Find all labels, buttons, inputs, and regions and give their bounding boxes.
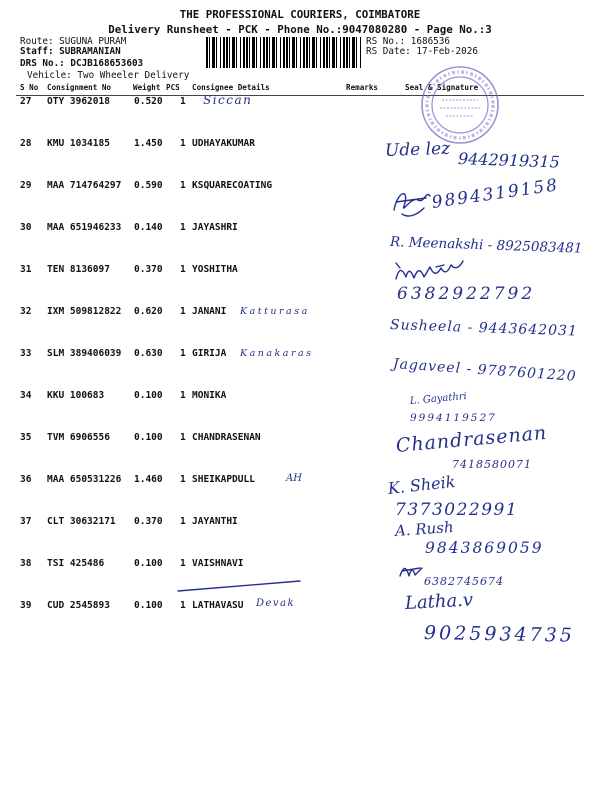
- consignee: KSQUARECOATING: [192, 180, 273, 191]
- sno: 37: [20, 516, 32, 527]
- signature-text: Ude lez: [384, 138, 451, 161]
- pcs: 1: [180, 348, 186, 359]
- barcode: [206, 37, 361, 68]
- pcs: 1: [180, 96, 186, 107]
- consignment-no: TSI 425486: [47, 558, 105, 569]
- signature-phone: 9994119527: [410, 412, 497, 424]
- signature-phone: 7373022991: [395, 500, 519, 520]
- weight: 0.100: [134, 558, 163, 569]
- weight: 0.370: [134, 264, 163, 275]
- consignment-no: SLM 389406039: [47, 348, 122, 359]
- sno: 28: [20, 138, 32, 149]
- consignment-no: KMU 1034185: [47, 138, 110, 149]
- consignee: JAYASHRI: [192, 222, 238, 233]
- handwritten-note: Kanakaras: [240, 348, 314, 359]
- column-header-remarks: Remarks: [346, 83, 379, 92]
- pcs: 1: [180, 432, 186, 443]
- signature-phone: 9442919315: [457, 149, 561, 172]
- pcs: 1: [180, 222, 186, 233]
- pcs: 1: [180, 558, 186, 569]
- sno: 29: [20, 180, 32, 191]
- column-header-signature: Seal & Signature: [405, 83, 479, 92]
- column-header-consignee: Consignee Details: [192, 83, 270, 92]
- signature-text: K. Sheik: [386, 471, 457, 498]
- company-name: THE PROFESSIONAL COURIERS, COIMBATORE: [179, 8, 421, 21]
- signature-text: R. Meenakshi - 8925083481: [389, 234, 583, 257]
- sno: 32: [20, 306, 32, 317]
- table-row: [0, 139, 600, 181]
- handwritten-note: AH: [286, 473, 302, 484]
- signature-text: Latha.v: [404, 589, 474, 614]
- pcs: 1: [180, 306, 186, 317]
- signature-phone: 9894319158: [430, 175, 561, 213]
- column-header-sno: S No: [20, 83, 39, 92]
- table-row: [0, 223, 600, 265]
- table-row: [0, 559, 600, 601]
- handwritten-note: Katturasa: [240, 306, 310, 317]
- consignment-no: MAA 714764297: [47, 180, 122, 191]
- table-row: [0, 589, 600, 647]
- consignment-no: TVM 6906556: [47, 432, 110, 443]
- consignee: JANANI: [192, 306, 227, 317]
- column-header-weight: Weight: [133, 83, 161, 92]
- runsheet-title: Delivery Runsheet - PCK - Phone No.:9047080280 - Page No.:3: [108, 23, 492, 36]
- sno: 39: [20, 600, 32, 611]
- consignment-no: CUD 2545893: [47, 600, 110, 611]
- weight: 0.590: [134, 180, 163, 191]
- weight: 0.620: [134, 306, 163, 317]
- weight: 0.140: [134, 222, 163, 233]
- signature-text: Chandrasenan: [394, 421, 549, 457]
- consignment-no: IXM 509812822: [47, 306, 122, 317]
- pcs: 1: [180, 138, 186, 149]
- table-row: [0, 307, 600, 349]
- weight: 0.520: [134, 96, 163, 107]
- column-header-consignment: Consignment No: [47, 83, 112, 92]
- signature-phone: 9025934735: [423, 622, 576, 647]
- signature-text: L. Gayathri: [409, 391, 468, 407]
- rs-number: RS No.: 1686536: [366, 36, 450, 47]
- consignment-no: MAA 651946233: [47, 222, 122, 233]
- weight: 0.100: [134, 600, 163, 611]
- drs-number: DRS No.: DCJB168653603: [20, 58, 144, 69]
- pcs: 1: [180, 516, 186, 527]
- consignee: GIRIJA: [192, 348, 227, 359]
- staff: Staff: SUBRAMANIAN: [20, 46, 121, 57]
- consignee: JAYANTHI: [192, 516, 238, 527]
- sno: 31: [20, 264, 32, 275]
- sno: 36: [20, 474, 32, 485]
- consignment-no: KKU 100683: [47, 390, 105, 401]
- vehicle: Vehicle: Two Wheeler Delivery: [27, 70, 190, 81]
- consignment-no: MAA 650531226: [47, 474, 122, 485]
- consignee: YOSHITHA: [192, 264, 238, 275]
- pcs: 1: [180, 180, 186, 191]
- signature-text: A. Rush: [394, 517, 455, 540]
- table-row: [0, 265, 600, 307]
- consignee: LATHAVASU: [192, 600, 244, 611]
- column-header-pcs: PCS: [166, 83, 180, 92]
- weight: 1.450: [134, 138, 163, 149]
- signature-text: Susheela - 9443642031: [389, 317, 579, 340]
- sno: 30: [20, 222, 32, 233]
- pcs: 1: [180, 474, 186, 485]
- sno: 34: [20, 390, 32, 401]
- route: Route: SUGUNA PURAM: [20, 36, 127, 47]
- table-row: [0, 349, 600, 391]
- handwritten-note: Siccan: [203, 93, 253, 107]
- consignment-no: CLT 30632171: [47, 516, 116, 527]
- table-row: [0, 175, 600, 223]
- handwritten-note: Devak: [256, 598, 296, 609]
- weight: 0.100: [134, 390, 163, 401]
- sno: 33: [20, 348, 32, 359]
- sno: 35: [20, 432, 32, 443]
- consignee: CHANDRASENAN: [192, 432, 261, 443]
- signature-phone: 6382745674: [424, 575, 504, 588]
- weight: 0.630: [134, 348, 163, 359]
- sno: 27: [20, 96, 32, 107]
- sno: 38: [20, 558, 32, 569]
- consignee: SHEIKAPDULL: [192, 474, 255, 485]
- signature-text: Jagaveel - 9787601220: [392, 356, 578, 385]
- pcs: 1: [180, 264, 186, 275]
- signature-phone: 7418580071: [452, 458, 532, 471]
- signature-phone: 6382922792: [397, 284, 536, 304]
- table-row: [0, 517, 600, 559]
- consignee: UDHAYAKUMAR: [192, 138, 255, 149]
- weight: 0.100: [134, 432, 163, 443]
- rs-date: RS Date: 17-Feb-2026: [366, 46, 478, 57]
- table-row: [0, 93, 600, 139]
- signature-phone: 9843869059: [425, 539, 544, 557]
- consignee: MONIKA: [192, 390, 227, 401]
- pcs: 1: [180, 390, 186, 401]
- consignment-no: OTY 3962018: [47, 96, 110, 107]
- consignment-no: TEN 8136097: [47, 264, 110, 275]
- weight: 1.460: [134, 474, 163, 485]
- weight: 0.370: [134, 516, 163, 527]
- consignee: VAISHNAVI: [192, 558, 244, 569]
- pcs: 1: [180, 600, 186, 611]
- table-row: [0, 471, 600, 520]
- table-row: [0, 421, 600, 475]
